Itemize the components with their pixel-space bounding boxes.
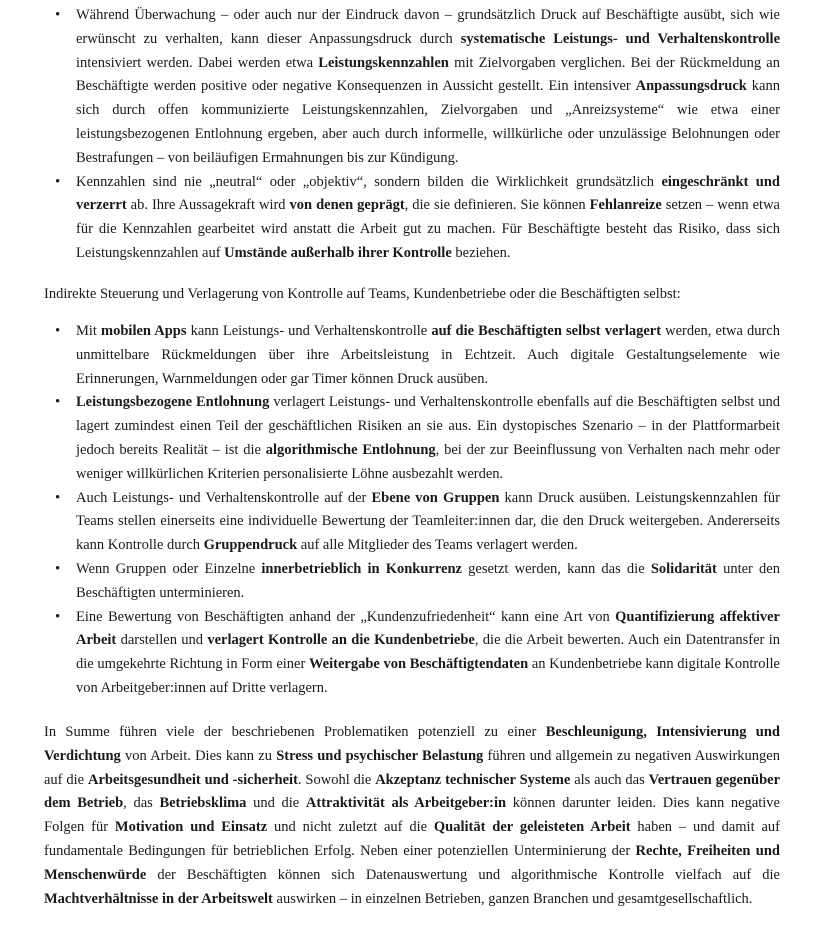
bold-phrase: Ebene von Gruppen — [371, 489, 500, 506]
intro-paragraph: Indirekte Steuerung und Verlagerung von Kontrolle auf Teams, Kundenbetriebe oder die Beschäftigten selbst: — [44, 286, 681, 302]
summary-paragraph: In Summe führen viele der beschriebenen Problematiken potenziell zu einer Beschleunigung, Intensivierung und Verdichtung von Arbeit. Dies kann zu Stress und psychischer Belastung führen und allgemein zu negativen Auswirkungen auf die Arbeitsgesundheit und -sicherheit. Sowohl die Akzeptanz technischer Systeme als auch das Vertrauen gegenüber dem Betrieb, das Betriebsklima und die Attraktivität als Arbeitgeber:in können darunter leiden. Dies kann negative Folgen für Motivation und Einsatz und nicht zuletzt auf die Qualität der geleisteten Arbeit haben – und damit auf fundamentale Bedingungen für betrieblichen Erfolg. Neben einer potenziellen Unterminierung der Rechte, Freiheiten und Menschenwürde der Beschäftigten können sich Datenauswertung und algorithmische Kontrolle vielfach auf die Machtverhältnisse in der Arbeitswelt auswirken – in einzelnen Betrieben, ganzen Branchen und gesamtgesellschaftlich. — [44, 724, 781, 907]
bold-phrase: Fehlanreize — [589, 197, 662, 214]
bold-phrase: Weitergabe von Beschäftigtendaten — [308, 656, 529, 673]
bold-phrase: algorithmische Entlohnung — [265, 441, 436, 458]
list-item: • Mit mobilen Apps kann Leistungs- und Verhaltenskontrolle auf die Beschäftigten selbst verlagert werden, etwa durch unmittelbare Rückmeldungen über ihre Arbeitsleistung in Echtzeit. Auch digitale Gestaltungselemente wie Erinnerungen, Warnmeldungen oder gar Timer können Druck ausüben. — [44, 320, 780, 391]
list-item: • Leistungsbezogene Entlohnung verlagert Leistungs- und Verhaltenskontrolle ebenfalls auf die Beschäftigten selbst und lagert zumindest einen Teil der geschäftlichen Risiken an sie aus. Ein dystopisches Szenario – in der Plattformarbeit jedoch bereits Realität – ist die algorithmische Entlohnung, bei der zur Beeinflussung von Verhalten nach mehr oder weniger willkürlichen Kriterien personalisierte Löhne ausbezahlt werden. — [44, 391, 780, 486]
bold-phrase: Attraktivität als Arbeitgeber:in — [305, 795, 507, 812]
bold-phrase: Stress und psychischer Belastung — [276, 747, 484, 764]
list-item: • Eine Bewertung von Beschäftigten anhand der „Kundenzufriedenheit“ kann eine Art von Quantifizierung affektiver Arbeit darstellen und verlagert Kontrolle an die Kundenbetriebe, die die Arbeit bewerten. Auch ein Datentransfer in die umgekehrte Richtung in Form einer Weitergabe von Beschäftigtendaten an Kundenbetriebe kann digitale Kontrolle von Arbeitgeber:innen auf Dritte verlagern. — [44, 606, 780, 701]
bold-phrase: systematische Leistungs- und Verhaltenskontrolle — [460, 30, 781, 47]
bullet-list-indirect-control — [44, 320, 780, 701]
bold-phrase: innerbetrieblich in Konkurrenz — [261, 560, 462, 577]
bold-phrase: Vertrauen gegenüber dem Betrieb — [44, 771, 781, 812]
bold-phrase: Solidarität — [650, 560, 717, 577]
bold-phrase: Arbeitsgesundheit und -sicherheit — [87, 771, 298, 788]
bullet-list-monitoring — [44, 4, 780, 266]
bold-phrase: eingeschränkt und verzerrt — [76, 173, 780, 214]
bold-phrase: mobilen Apps — [101, 323, 187, 339]
bold-phrase: von denen geprägt — [289, 197, 405, 214]
bold-phrase: Leistungskennzahlen — [318, 54, 449, 71]
bold-phrase: Akzeptanz technischer Systeme — [375, 771, 571, 788]
bold-phrase: Motivation und Einsatz — [114, 819, 268, 836]
bold-phrase: verlagert Kontrolle an die Kundenbetriebe — [207, 632, 475, 649]
bold-phrase: Betriebsklima — [159, 795, 247, 812]
bold-phrase: Beschleunigung, Intensivierung und Verdichtung — [44, 724, 780, 764]
bold-phrase: Machtverhältnisse in der Arbeitswelt — [44, 890, 273, 907]
bold-phrase: Qualität der geleisteten Arbeit — [433, 819, 631, 836]
bold-phrase: Gruppendruck — [203, 537, 298, 554]
bold-phrase: Leistungsbezogene Entlohnung — [76, 394, 270, 411]
bold-phrase: Rechte, Freiheiten und Menschenwürde — [44, 842, 780, 883]
list-item: • Kennzahlen sind nie „neutral“ oder „objektiv“, sondern bilden die Wirklichkeit grundsätzlich eingeschränkt und verzerrt ab. Ihre Aussagekraft wird von denen geprägt, die sie definieren. Sie können Fehlanreize setzen – wenn etwa für die Kennzahlen gearbeitet wird anstatt die Arbeit gut zu machen. Für Beschäftigte besteht das Risiko, dass sich Leistungskennzahlen auf Umstände außerhalb ihrer Kontrolle beziehen. — [44, 171, 780, 266]
list-item: • Wenn Gruppen oder Einzelne innerbetrieblich in Konkurrenz gesetzt werden, kann das die Solidarität unter den Beschäftigten unterminieren. — [44, 558, 780, 606]
list-item: • Auch Leistungs- und Verhaltenskontrolle auf der Ebene von Gruppen kann Druck ausüben. Leistungskennzahlen für Teams stellen einerseits eine individuelle Bewertung der Teamleiter:innen dar, die den Druck weitergeben. Andererseits kann Kontrolle durch Gruppendruck auf alle Mitglieder des Teams verlagert werden. — [44, 487, 780, 558]
bold-phrase: auf die Beschäftigten selbst verlagert — [431, 323, 662, 339]
list-item: • Während Überwachung – oder auch nur der Eindruck davon – grundsätzlich Druck auf Beschäftigte ausübt, sich wie erwünscht zu verhalten, kann dieser Anpassungsdruck durch systematische Leistungs- und Verhaltenskontrolle intensiviert werden. Dabei werden etwa Leistungskennzahlen mit Zielvorgaben verglichen. Bei der Rückmeldung an Beschäftigte werden positive oder negative Konsequenzen in Aussicht gestellt. Ein intensiver Anpassungsdruck kann sich durch offen kommunizierte Leistungskennzahlen, Zielvorgaben und „Anreizsysteme“ wie etwa einer leistungsbezogenen Entlohnung ergeben, aber auch durch informelle, willkürliche oder unzulässige Belohnungen oder Bestrafungen – von beiläufigen Ermahnungen bis zur Kündigung. — [44, 4, 780, 171]
bold-phrase: Quantifizierung affektiver Arbeit — [76, 608, 780, 649]
bold-phrase: Umstände außerhalb ihrer Kontrolle — [224, 244, 452, 261]
bold-phrase: Anpassungsdruck — [635, 78, 747, 95]
